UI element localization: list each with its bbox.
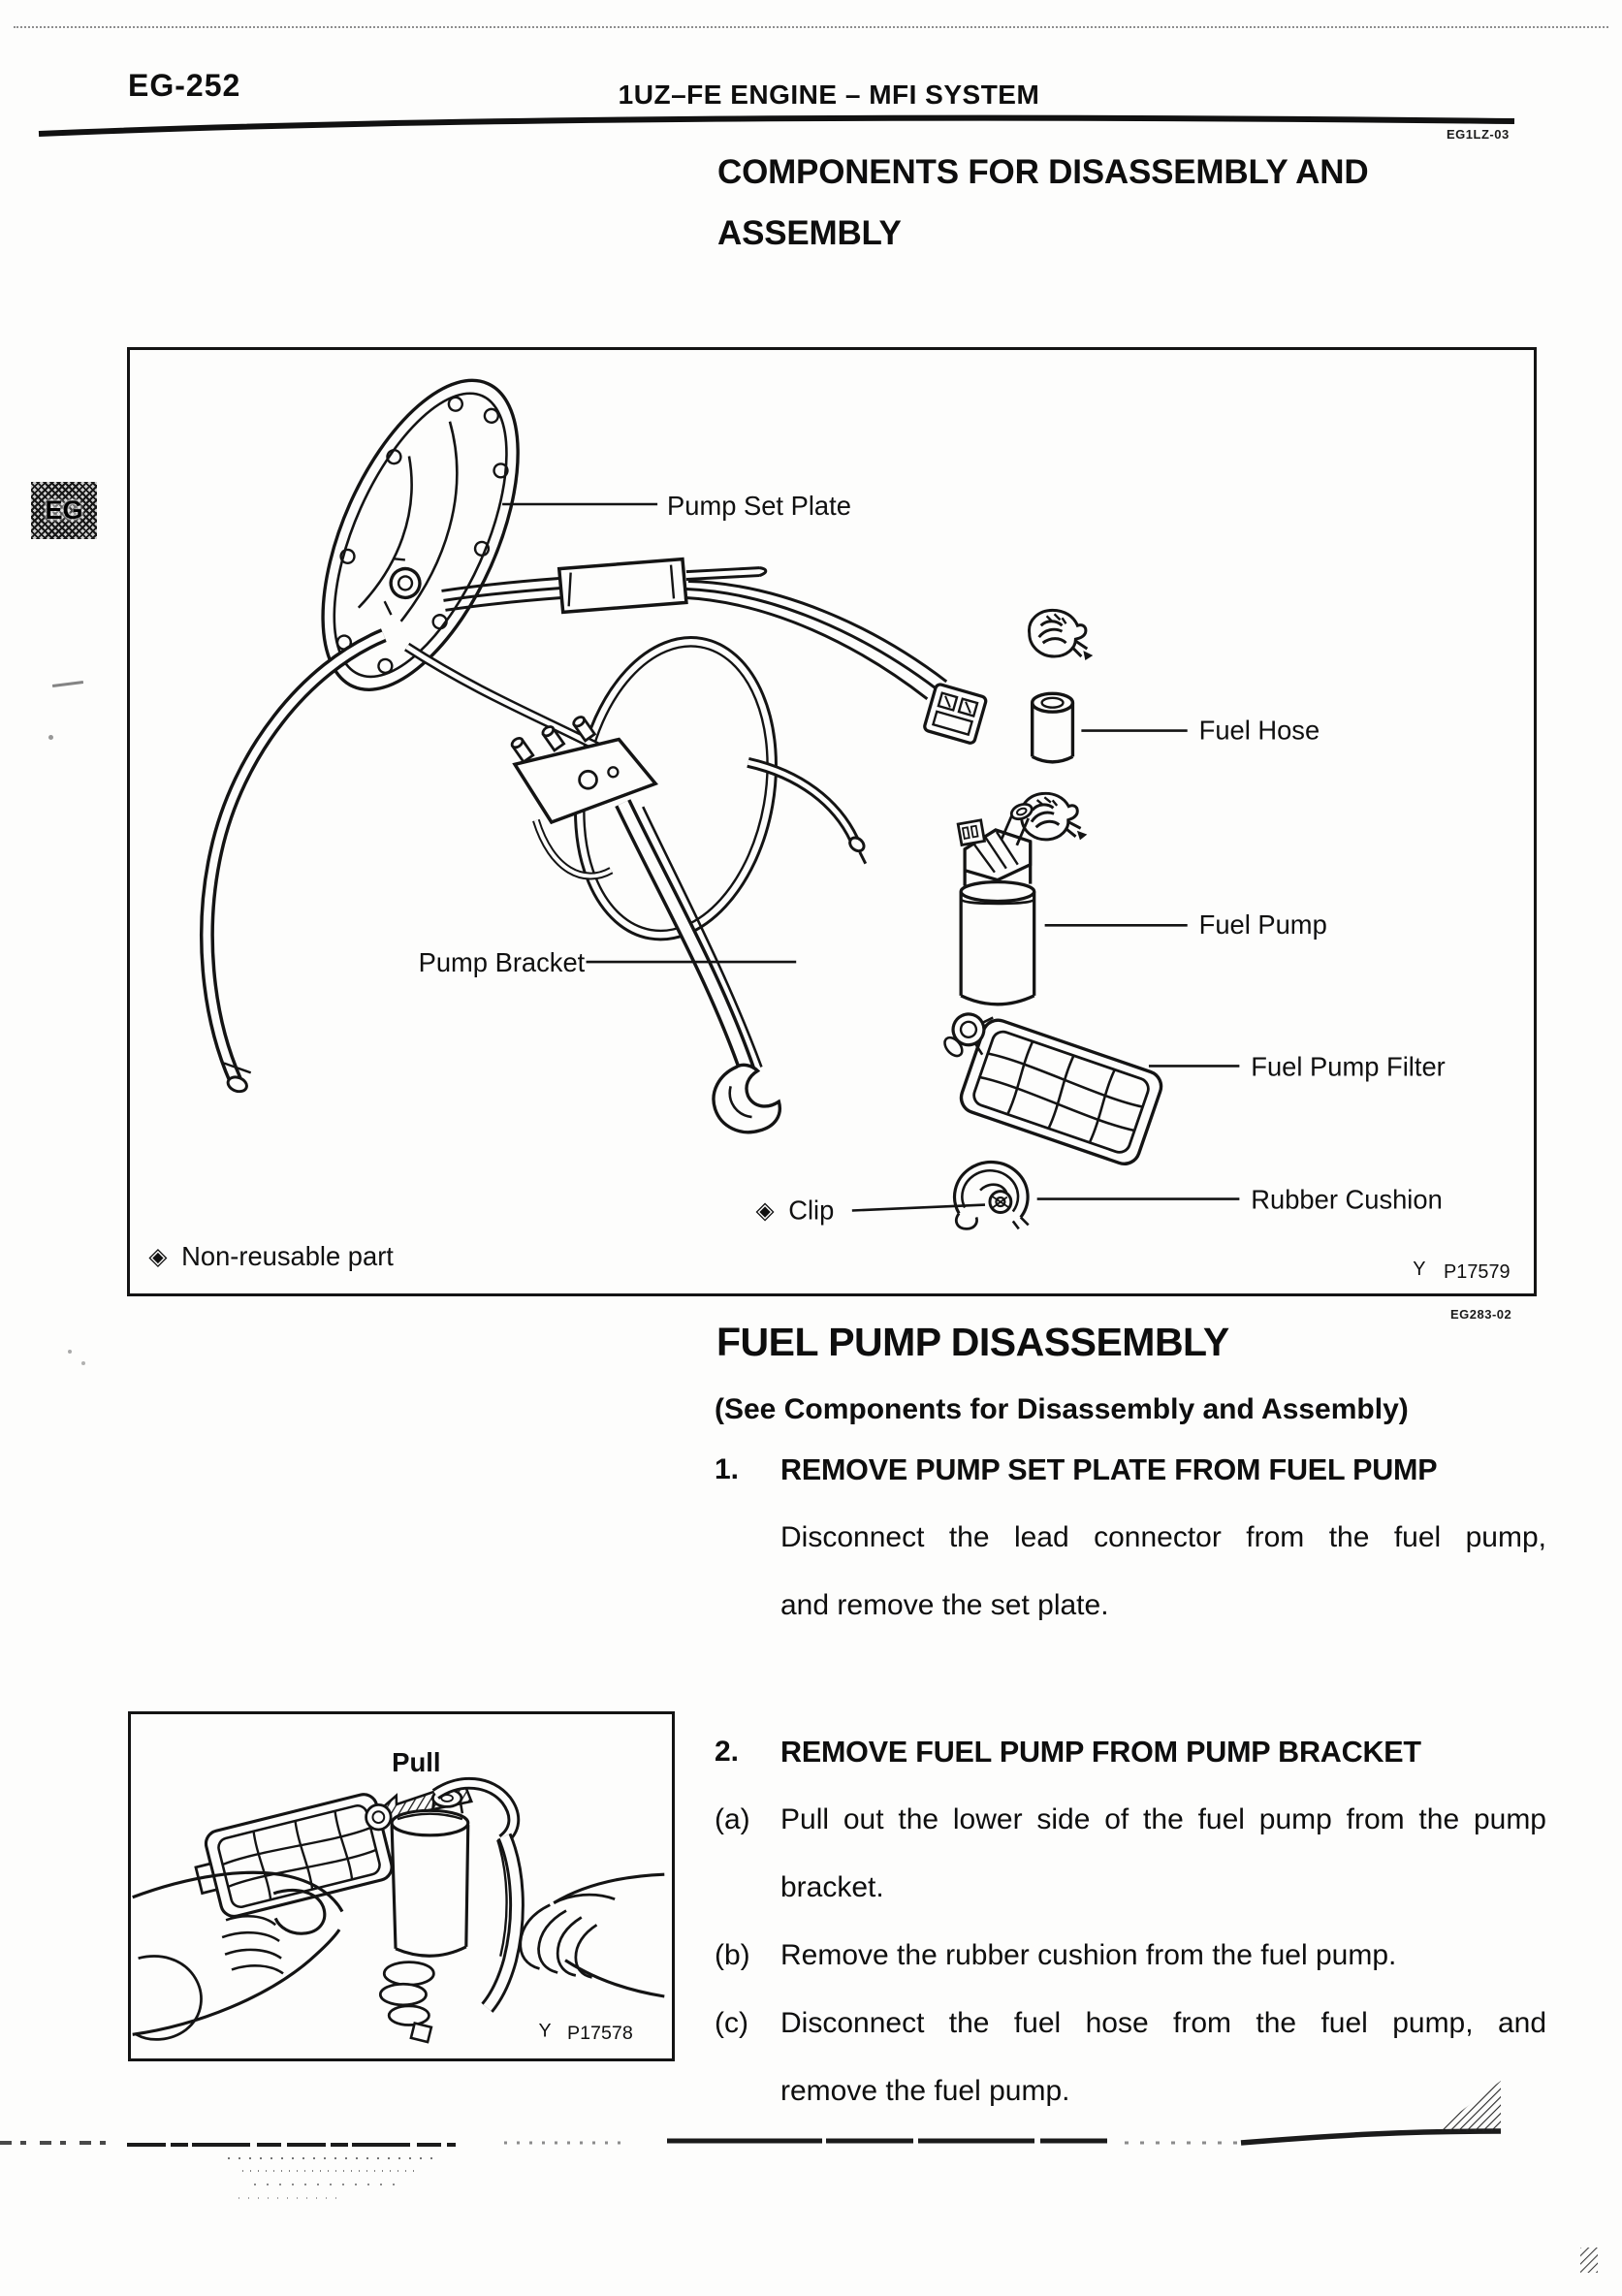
non-reusable-diamond-icon: ◈ [148,1244,168,1271]
hose-clamp-lower-drawing [1019,789,1088,845]
non-reusable-legend: Non-reusable part [181,1241,394,1272]
components-figure [127,347,1537,1296]
label-rubber-cushion: Rubber Cushion [1251,1184,1443,1215]
pull-label: Pull [392,1746,441,1777]
page-edge-dotted-line [14,26,1608,28]
see-note: (See Components for Disassembly and Assembly) [715,1393,1409,1425]
label-clip: Clip [788,1195,835,1226]
step-1 [715,1436,1546,1640]
label-fuel-pump-filter: Fuel Pump Filter [1251,1051,1446,1082]
suction-tube-drawing [207,635,383,1094]
section-code: EG283-02 [1450,1307,1512,1322]
pump-bracket-drawing [407,622,867,1132]
right-hand-drawing [521,1874,665,1996]
hose-clamp-upper-drawing [1029,610,1093,660]
substep-line: Disconnect the fuel hose from the fuel pump, and [780,2007,1546,2039]
page-number: EG-252 [128,68,241,103]
photo-ref-prefix: Y [538,2020,552,2042]
step-body-line: and remove the set plate. [780,1589,1109,1621]
filter-neck-fitting [366,1804,392,1830]
step-heading: REMOVE PUMP SET PLATE FROM FUEL PUMP [780,1453,1438,1486]
page-bottom-edge [0,2075,1622,2296]
substep-line: Remove the rubber cushion from the fuel pump. [780,1939,1397,1971]
scan-artifact [52,681,83,687]
substep-line: remove the fuel pump. [780,2075,1070,2107]
chapter-header: 1UZ–FE ENGINE – MFI SYSTEM [618,80,1040,110]
substep-letter: (c) [715,2007,748,2039]
pull-figure [128,1711,675,2061]
disassembly-title: FUEL PUMP DISASSEMBLY [716,1320,1229,1364]
step-body-line: Disconnect the lead connector from the fuel pump, [780,1521,1546,1553]
substep-line: bracket. [780,1871,884,1903]
components-title [717,142,1368,264]
fuel-pump-exploded-diagram [130,350,1528,1288]
label-fuel-pump: Fuel Pump [1198,909,1327,941]
lead-connector-drawing [924,684,987,745]
fuel-pump-drawing [958,802,1034,1004]
pump-body-drawing [380,1790,467,2042]
step-heading: REMOVE FUEL PUMP FROM PUMP BRACKET [780,1736,1421,1769]
step-2 [715,1718,1546,2125]
section-tab [31,482,97,539]
substep-letter: (a) [715,1803,750,1835]
label-pump-bracket: Pump Bracket [418,947,586,978]
clip-drawing [990,1192,1011,1213]
fuel-hose-drawing [1033,693,1073,762]
photo-ref: P17579 [1444,1261,1511,1284]
components-title-line2: ASSEMBLY [717,214,902,252]
non-reusable-diamond-icon: ◈ [755,1197,775,1225]
step-number: 1. [715,1453,740,1485]
filter-drawing [188,1792,395,1923]
scan-artifact [48,735,53,740]
label-pump-set-plate: Pump Set Plate [667,490,851,521]
label-fuel-hose: Fuel Hose [1198,715,1320,746]
section-code: EG1LZ-03 [1447,127,1510,142]
wire-harness-drawing [441,559,946,699]
substep-letter: (b) [715,1939,750,1971]
components-title-line1: COMPONENTS FOR DISASSEMBLY AND [717,153,1369,191]
step-number: 2. [715,1736,740,1768]
pull-fuel-pump-illustration [131,1714,666,2053]
scan-artifact [81,1361,85,1365]
substep-line: Pull out the lower side of the fuel pump from the pump [780,1803,1546,1835]
fuel-pump-filter-drawing [923,1004,1164,1168]
section-tab-label: EG [45,495,83,525]
photo-ref: P17578 [567,2023,633,2045]
photo-ref-prefix: Y [1413,1259,1426,1281]
scan-artifact [68,1350,72,1354]
